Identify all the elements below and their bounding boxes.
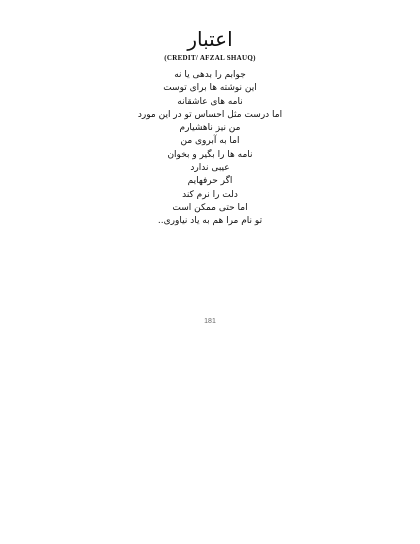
poem-line: عیبی ندارد [190, 163, 230, 174]
poem-credit: (CREDIT/ AFZAL SHAUQ) [164, 54, 256, 62]
poem-line: نامه ها را بگیر و بخوان [167, 149, 253, 160]
poem-line: نامه های عاشقانه [177, 96, 243, 107]
page-number: 181 [204, 318, 216, 325]
poem-line: جوابم را بدهی یا نه [174, 70, 246, 80]
poem-line: من نیز ناهشیارم [179, 123, 241, 134]
poem-line: اما حتی ممکن است [172, 202, 248, 213]
poem-line: تو نام مرا هم به یاد نیاوری.. [157, 216, 263, 227]
poem-line: اما درست مثل احساس تو در این مورد [137, 109, 283, 120]
poem-line: اما به آبروی من [180, 136, 240, 147]
poem-line: اگر حرفهایم [187, 176, 233, 187]
poem-line: این نوشته ها برای توست [163, 83, 257, 94]
poem-line: دلت را نرم کند [182, 189, 238, 200]
poem-body [0, 69, 420, 229]
poem-title: اعتبار [187, 27, 233, 51]
